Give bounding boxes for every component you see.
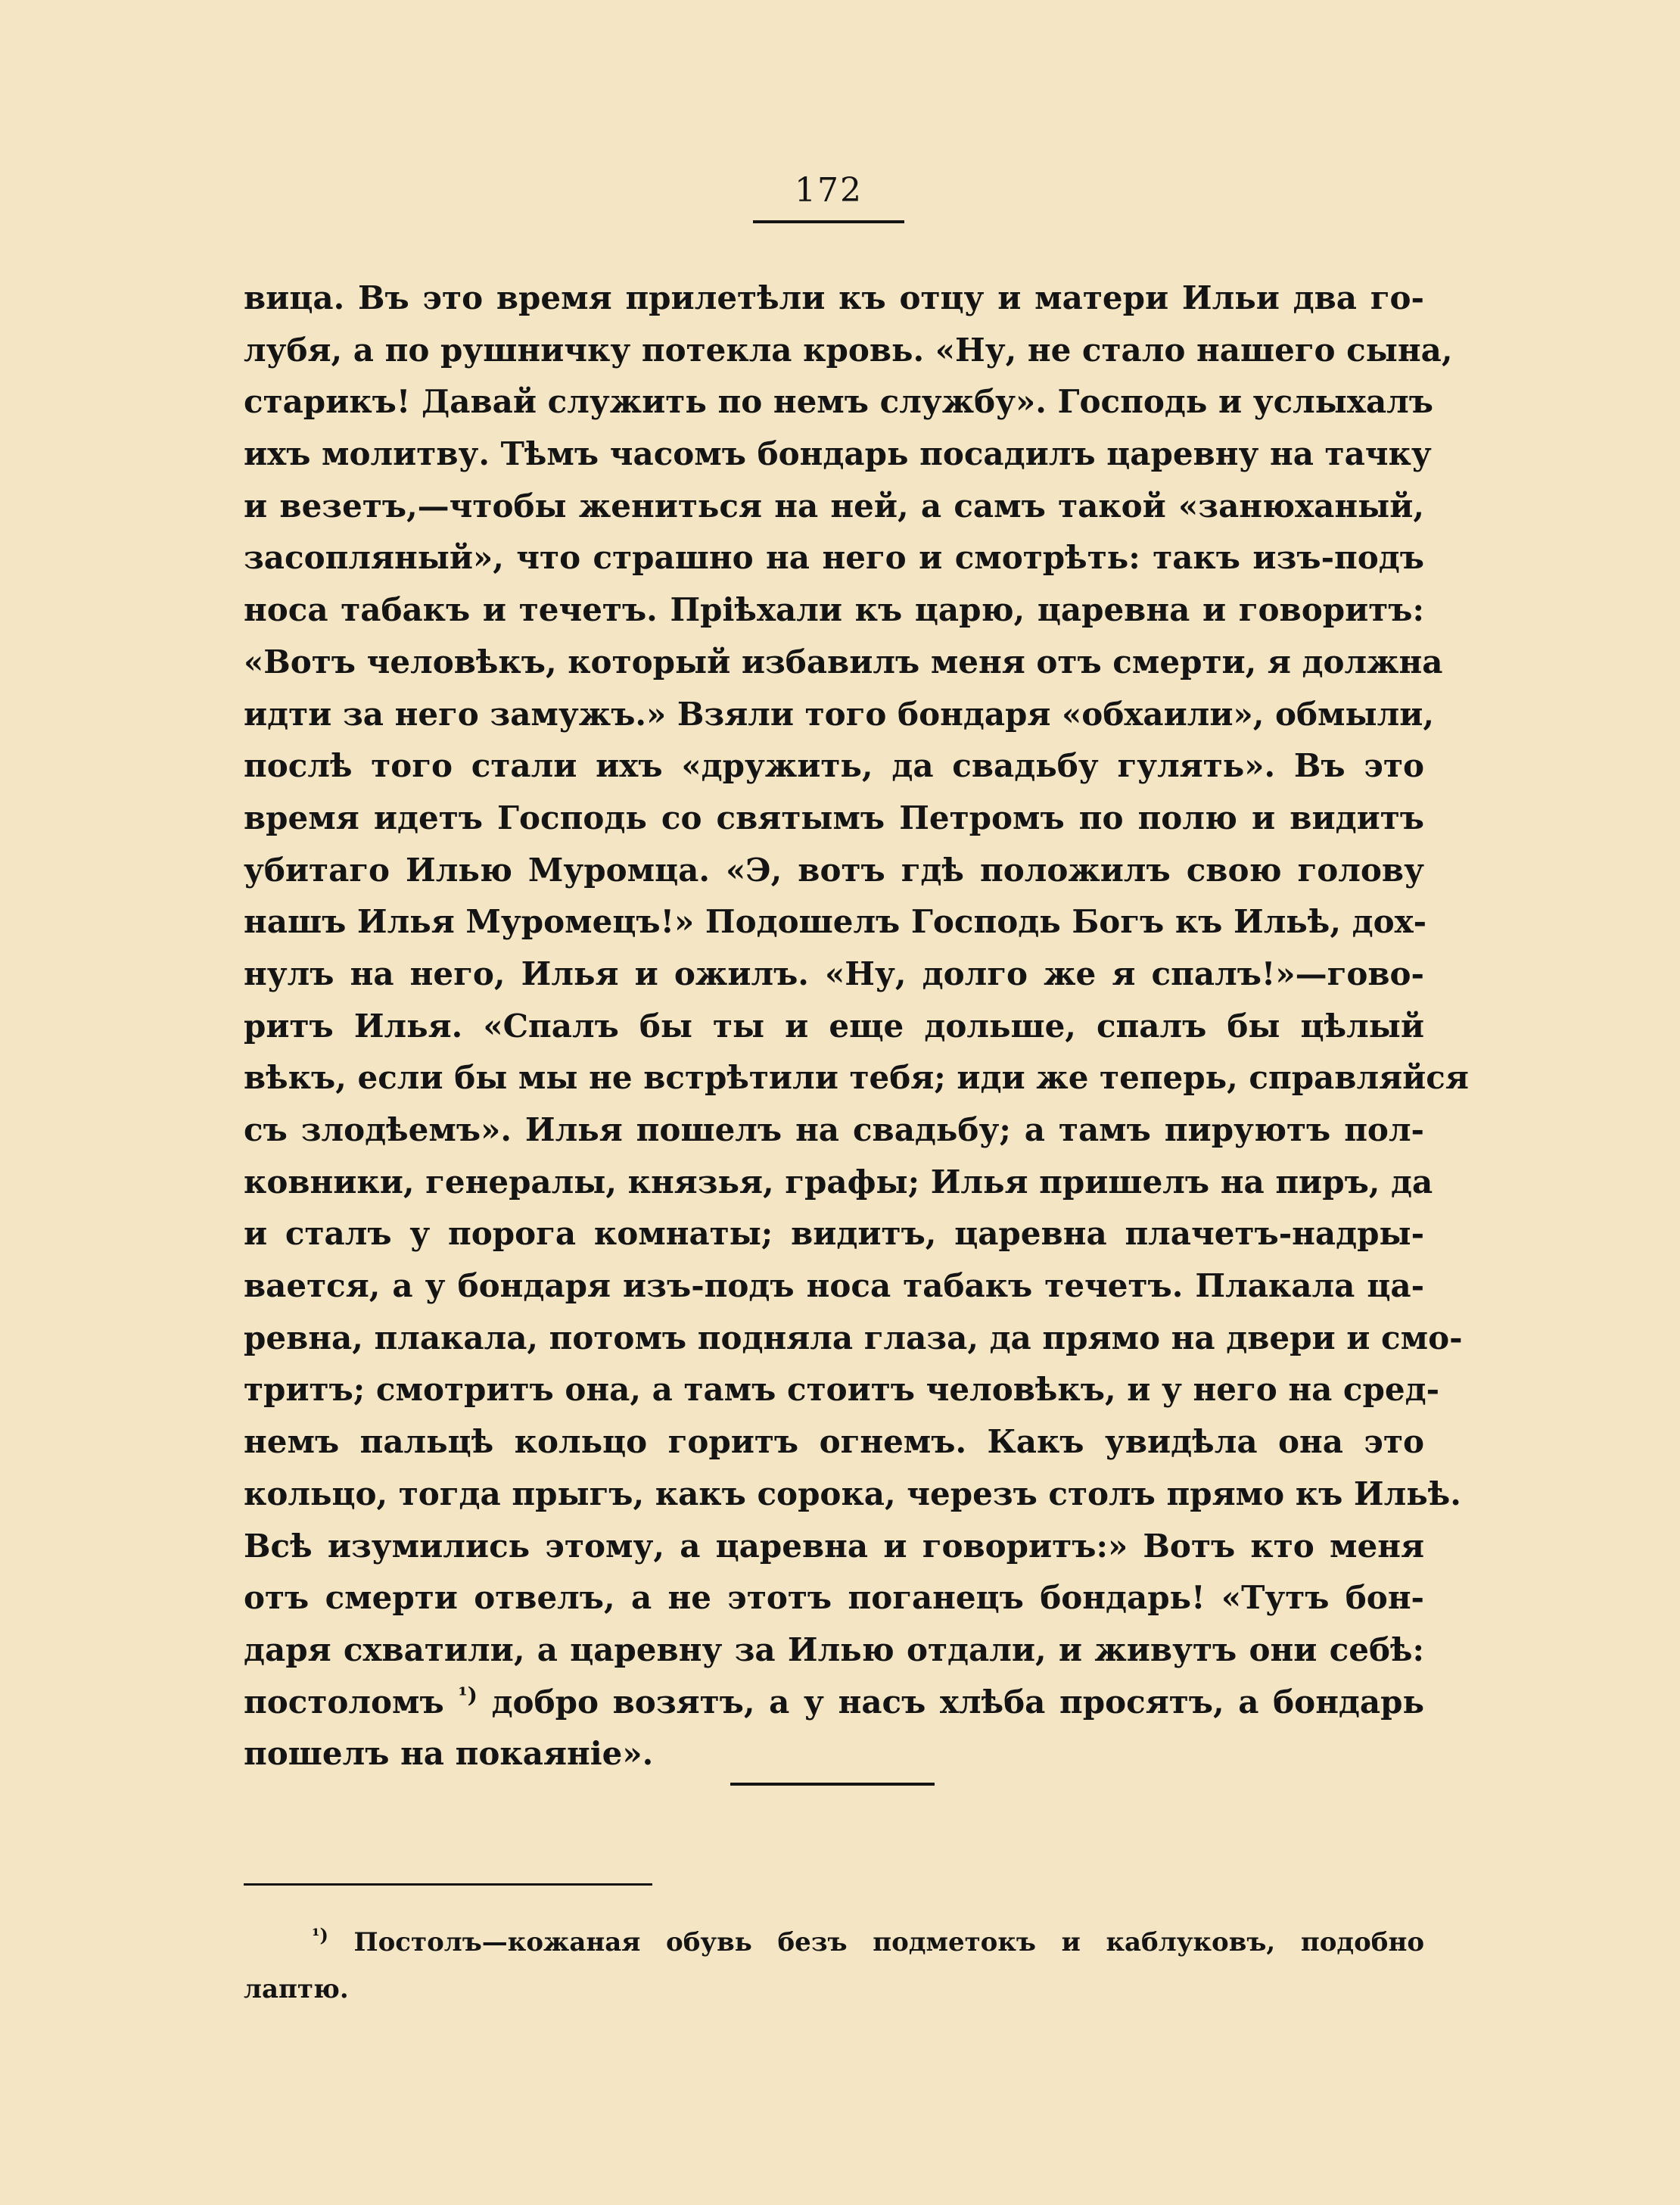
footnote-text: Постолъ—кожаная обувь безъ подметокъ и каблуковъ, подобно xyxy=(353,1927,1425,1957)
page-number-underline xyxy=(753,220,904,223)
text-line: отъ смерти отвелъ, а не этотъ поганецъ бондарь! «Тутъ бон- xyxy=(244,1579,1424,1617)
page-number: 172 xyxy=(795,171,863,210)
text-line: убитаго Илью Муромца. «Э, вотъ гдѣ положилъ свою голову xyxy=(244,851,1424,889)
text-line: ревна, плакала, потомъ подняла глаза, да прямо на двери и смо- xyxy=(244,1319,1463,1356)
section-end-rule xyxy=(730,1783,935,1786)
footnote xyxy=(244,1919,1424,2013)
text-segment: добро возятъ, а у насъ хлѣба просятъ, а бондарь xyxy=(491,1683,1425,1721)
footnote-line: лаптю. xyxy=(244,1974,349,2004)
text-line: нашъ Илья Муромецъ!» Подошелъ Господь Богъ къ Ильѣ, дох- xyxy=(244,903,1427,941)
text-line: вица. Въ это время прилетѣли къ отцу и матери Ильи два го- xyxy=(244,279,1424,316)
text-line: носа табакъ и течетъ. Пріѣхали къ царю, царевна и говоритъ: xyxy=(244,591,1424,629)
footnote-reference: ¹) xyxy=(458,1682,478,1708)
text-line: время идетъ Господь со святымъ Петромъ по полю и видитъ xyxy=(244,799,1424,836)
text-line: Всѣ изумились этому, а царевна и говоритъ:» Вотъ кто меня xyxy=(244,1527,1424,1565)
text-line: засопляный», что страшно на него и смотрѣть: такъ изъ-подъ xyxy=(244,539,1424,577)
text-line: кольцо, тогда прыгъ, какъ сорока, черезъ столъ прямо къ Ильѣ. xyxy=(244,1475,1461,1512)
text-line: немъ пальцѣ кольцо горитъ огнемъ. Какъ увидѣла она это xyxy=(244,1423,1424,1461)
text-line: даря схватили, а царевну за Илью отдали, и живутъ они себѣ: xyxy=(244,1630,1424,1668)
text-line: и сталъ у порога комнаты; видитъ, царевна плачетъ-надры- xyxy=(244,1215,1424,1253)
footnote-line xyxy=(244,1919,1424,1966)
text-line: ритъ Илья. «Спалъ бы ты и еще дольше, спалъ бы цѣлый xyxy=(244,1007,1424,1045)
footnote-separator xyxy=(244,1883,652,1886)
text-line: вается, а у бондаря изъ-подъ носа табакъ течетъ. Плакала ца- xyxy=(244,1267,1424,1305)
text-line: «Вотъ человѣкъ, который избавилъ меня отъ смерти, я должна xyxy=(244,643,1443,680)
text-line: и везетъ,—чтобы жениться на ней, а самъ такой «занюханый, xyxy=(244,487,1424,525)
text-line: идти за него замужъ.» Взяли того бондаря «обхаили», обмыли, xyxy=(244,695,1434,733)
text-line: лубя, а по рушничку потекла кровь. «Ну, не стало нашего сына, xyxy=(244,331,1453,369)
text-line: тритъ; смотритъ она, а тамъ стоитъ человѣкъ, и у него на сред- xyxy=(244,1371,1440,1409)
text-line: послѣ того стали ихъ «дружить, да свадьбу гулять». Въ это xyxy=(244,747,1424,785)
text-line: ковники, генералы, князья, графы; Илья пришелъ на пиръ, да xyxy=(244,1163,1433,1201)
text-segment: постоломъ xyxy=(244,1683,444,1721)
text-line: вѣкъ, если бы мы не встрѣтили тебя; иди же теперь, справляйся xyxy=(244,1059,1469,1097)
text-line-last: пошелъ на покаяніе». xyxy=(244,1735,654,1773)
text-line: старикъ! Давай служить по немъ службу». Господь и услыхалъ xyxy=(244,383,1433,421)
text-line: съ злодѣемъ». Илья пошелъ на свадьбу; а тамъ пируютъ пол- xyxy=(244,1111,1424,1148)
text-line: ихъ молитву. Тѣмъ часомъ бондарь посадилъ царевну на тачку xyxy=(244,435,1432,473)
body-text xyxy=(244,273,1469,1780)
footnote-marker: ¹) xyxy=(312,1924,328,1946)
text-line-with-footnote-ref xyxy=(244,1677,1424,1729)
text-line: нулъ на него, Илья и ожилъ. «Ну, долго же я спалъ!»—гово- xyxy=(244,955,1424,992)
